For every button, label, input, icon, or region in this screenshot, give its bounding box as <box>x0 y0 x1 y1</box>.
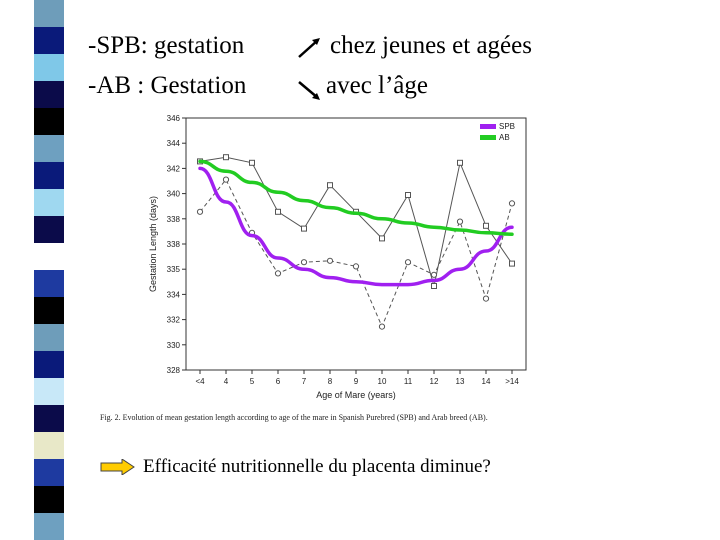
arrow-down-icon <box>296 78 324 102</box>
footer-question: Efficacité nutritionnelle du placenta diminue? <box>143 456 491 477</box>
line2-left: -AB : Gestation <box>88 72 247 99</box>
stripe-block <box>34 27 64 54</box>
stripe-block <box>34 459 64 486</box>
stripe-block <box>34 81 64 108</box>
data-point-spb <box>510 261 515 266</box>
stripe-block <box>34 513 64 540</box>
line1-left: -SPB: gestation <box>88 32 245 59</box>
x-tick-label: 13 <box>455 377 465 386</box>
stripe-block <box>34 486 64 513</box>
stripe-block <box>34 135 64 162</box>
data-point-spb <box>276 209 281 214</box>
arrow-up-icon <box>296 36 324 60</box>
data-point-ab <box>223 177 228 182</box>
y-tick-label: 338 <box>166 214 180 224</box>
y-tick-label: 338 <box>166 240 180 249</box>
data-point-spb <box>380 236 385 241</box>
line1-right: chez jeunes et agées <box>330 32 532 59</box>
decorative-stripe <box>34 0 64 540</box>
data-point-ab <box>405 260 410 265</box>
y-tick-label: 334 <box>166 290 180 300</box>
x-tick-label: 12 <box>429 377 439 386</box>
stripe-block <box>34 108 64 135</box>
trend-curve-ab <box>200 161 512 234</box>
series-line-ab <box>200 180 512 327</box>
stripe-block <box>34 216 64 243</box>
y-tick-label: 332 <box>166 315 180 325</box>
legend-swatch-spb <box>480 124 496 129</box>
x-tick-label: 4 <box>223 377 229 386</box>
headline-line-2 <box>88 72 246 100</box>
x-tick-label: 9 <box>353 377 359 386</box>
y-tick-label: 342 <box>166 164 180 174</box>
plot-frame <box>186 118 526 370</box>
x-tick-label: 7 <box>301 377 307 386</box>
stripe-block <box>34 162 64 189</box>
figure-caption: Fig. 2. Evolution of mean gestation length according to age of the mare in Spanish Purebred (SPB) and Arab breed (AB). <box>100 413 488 422</box>
stripe-block <box>34 270 64 297</box>
data-point-spb <box>328 183 333 188</box>
data-point-spb <box>302 226 307 231</box>
stripe-block <box>34 324 64 351</box>
data-point-spb <box>224 155 229 160</box>
chart-legend <box>480 122 515 142</box>
stripe-block <box>34 243 64 270</box>
stripe-block <box>34 189 64 216</box>
data-point-ab <box>327 258 332 263</box>
stripe-block <box>34 432 64 459</box>
y-tick-label: 346 <box>166 114 180 123</box>
y-tick-label: 335 <box>166 265 180 275</box>
x-tick-label: 5 <box>249 377 255 386</box>
y-axis-label: Gestation Length (days) <box>148 195 158 293</box>
line2-right: avec l’âge <box>326 72 429 99</box>
data-point-ab <box>379 324 384 329</box>
x-tick-label: 10 <box>377 377 387 386</box>
stripe-block <box>34 378 64 405</box>
stripe-block <box>34 0 64 27</box>
data-point-ab <box>431 272 436 277</box>
data-point-ab <box>275 271 280 276</box>
headline-line-1 <box>88 32 244 60</box>
x-tick-label: 14 <box>481 377 491 386</box>
data-point-ab <box>483 296 488 301</box>
data-point-spb <box>432 284 437 289</box>
x-tick-label: 11 <box>403 377 413 386</box>
legend-label-ab: AB <box>499 133 510 142</box>
arrow-right-icon <box>100 459 136 475</box>
legend-swatch-ab <box>480 135 496 140</box>
data-point-ab <box>197 209 202 214</box>
data-point-spb <box>458 160 463 165</box>
y-tick-label: 328 <box>166 366 180 375</box>
y-tick-label: 344 <box>166 139 180 149</box>
data-point-spb <box>484 223 489 228</box>
x-tick-label: <4 <box>195 377 205 386</box>
data-point-spb <box>406 193 411 198</box>
gestation-chart <box>98 108 598 438</box>
y-tick-label: 330 <box>166 340 180 350</box>
x-tick-label: 8 <box>327 377 333 386</box>
data-point-ab <box>457 219 462 224</box>
data-point-ab <box>301 260 306 265</box>
legend-label-spb: SPB <box>499 122 516 131</box>
y-tick-label: 340 <box>166 189 180 199</box>
data-point-ab <box>353 264 358 269</box>
data-point-ab <box>509 201 514 206</box>
stripe-block <box>34 297 64 324</box>
stripe-block <box>34 351 64 378</box>
stripe-block <box>34 405 64 432</box>
stripe-block <box>34 54 64 81</box>
x-tick-label: >14 <box>505 377 519 386</box>
x-axis-label: Age of Mare (years) <box>316 390 396 400</box>
x-tick-label: 6 <box>275 377 281 386</box>
data-point-spb <box>250 160 255 165</box>
